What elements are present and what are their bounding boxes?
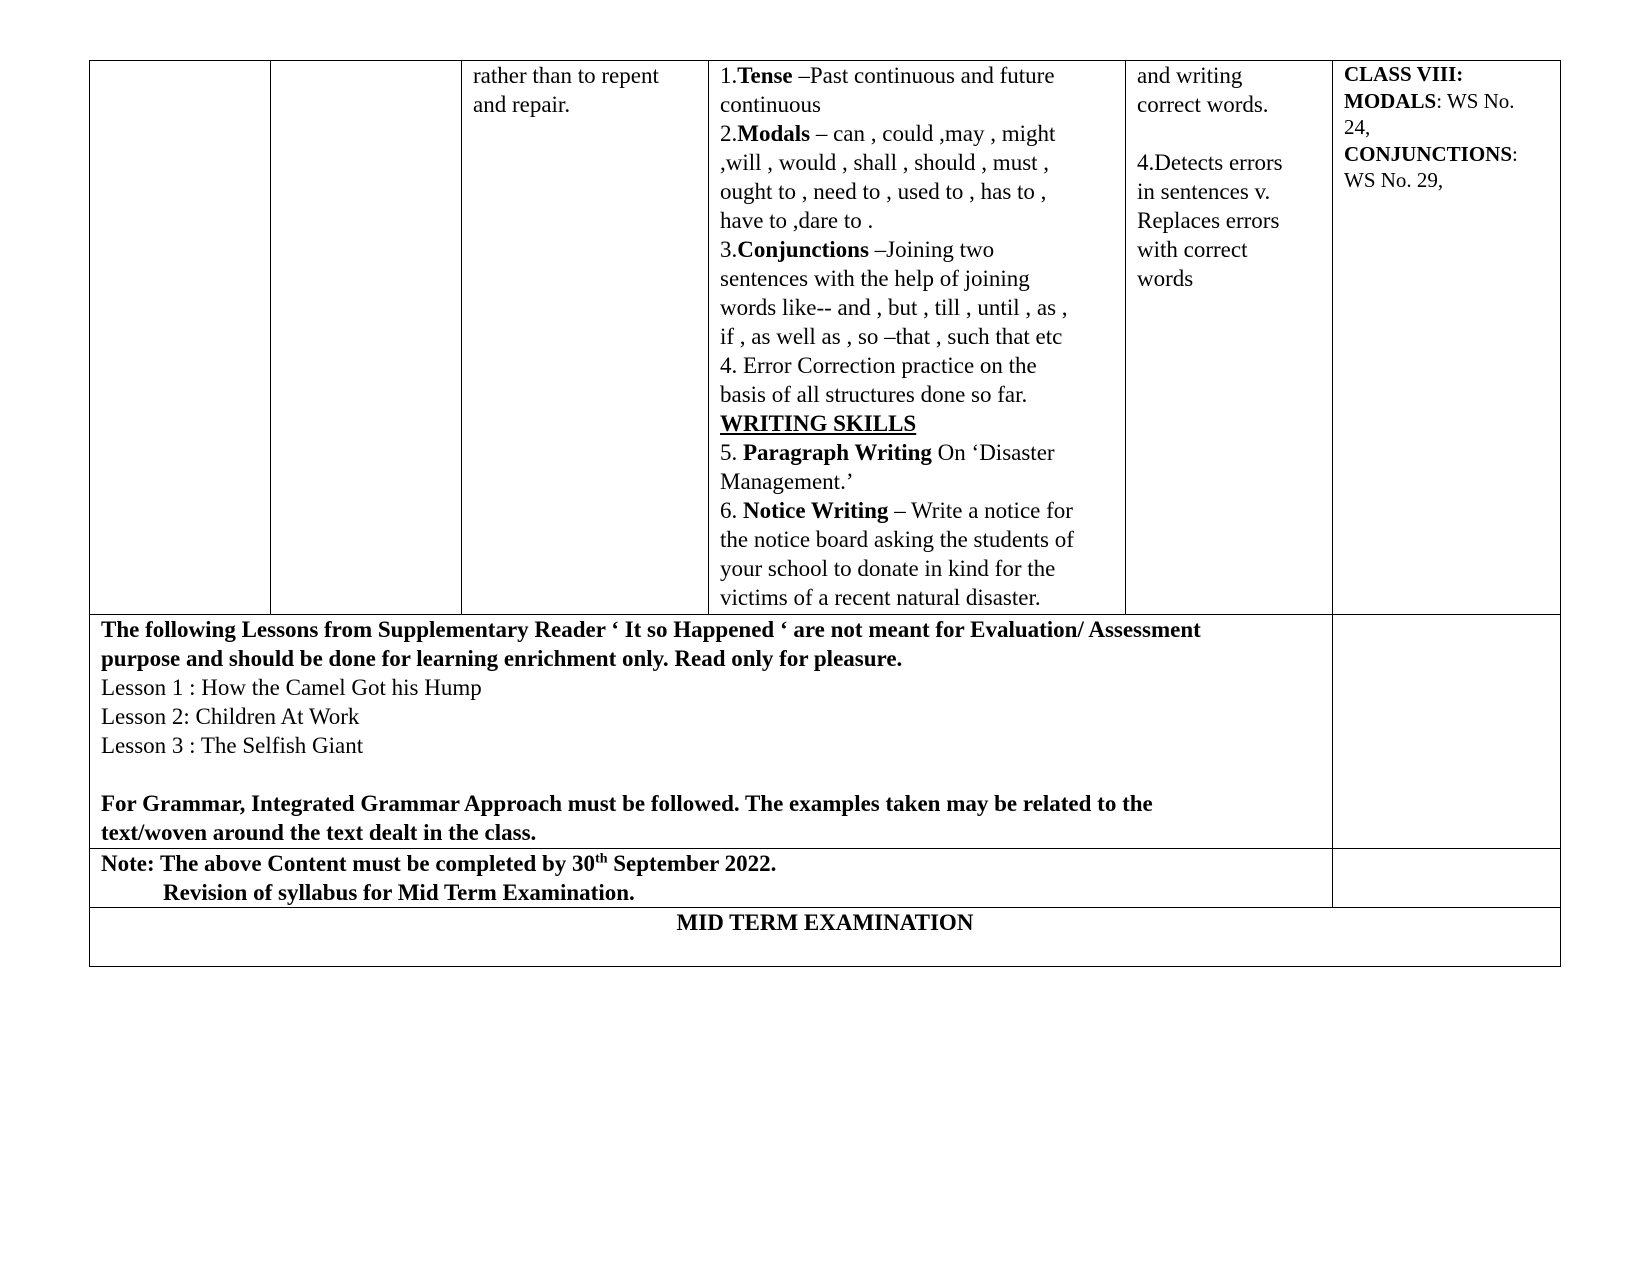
conjunctions-item-cont: words like-- and , but , till , until , as , — [720, 295, 1068, 320]
writing-skills-heading: WRITING SKILLS — [720, 411, 917, 436]
table-row — [90, 615, 1561, 849]
paragraph-writing-item-cont: Management.’ — [720, 469, 854, 494]
error-correction-item-cont: basis of all structures done so far. — [720, 382, 1028, 407]
error-correction-item: 4. Error Correction practice on the — [720, 353, 1037, 378]
syllabus-table — [89, 60, 1561, 967]
cell-learning-outcomes — [1126, 61, 1333, 615]
table-row — [90, 849, 1561, 908]
grammar-note: For Grammar, Integrated Grammar Approach must be followed. The examples taken may be related to the — [101, 791, 1153, 816]
outcome-line: correct words. — [1137, 92, 1269, 117]
modals-item: 2.Modals – can , could ,may , might — [720, 121, 1056, 146]
modals-worksheet: MODALS: WS No. — [1344, 88, 1515, 113]
outcome-line: and writing — [1137, 63, 1243, 88]
tense-item-cont: continuous — [720, 92, 821, 117]
values-line: and repair. — [473, 92, 571, 117]
outcome-line: words — [1137, 266, 1194, 291]
notice-writing-item-cont: your school to donate in kind for the — [720, 556, 1056, 581]
notice-writing-item-cont: victims of a recent natural disaster. — [720, 585, 1041, 610]
modals-item-cont: ,will , would , shall , should , must , — [720, 150, 1050, 175]
lesson-item: Lesson 2: Children At Work — [101, 704, 360, 729]
outcome-line: Replaces errors — [1137, 208, 1280, 233]
lesson-item: Lesson 1 : How the Camel Got his Hump — [101, 675, 482, 700]
modals-worksheet-cont: 24, — [1344, 115, 1371, 139]
conjunctions-worksheet-cont: WS No. 29, — [1344, 168, 1444, 192]
cell-supplementary-note — [90, 615, 1333, 849]
notice-writing-item: 6. Notice Writing – Write a notice for — [720, 498, 1073, 523]
conjunctions-item-cont: if , as well as , so –that , such that etc — [720, 324, 1063, 349]
outcome-line: in sentences v. — [1137, 179, 1271, 204]
class-label: CLASS VIII: — [1344, 62, 1464, 86]
completion-note: Note: The above Content must be completed by 30th September 2022. — [101, 851, 777, 876]
cell-values — [462, 61, 709, 615]
modals-item-cont: have to ,dare to . — [720, 208, 874, 233]
modals-item-cont: ought to , need to , used to , has to , — [720, 179, 1047, 204]
grammar-note-cont: text/woven around the text dealt in the class. — [101, 820, 537, 845]
cell-worksheets — [1333, 61, 1561, 615]
supplementary-heading: The following Lessons from Supplementary Reader ‘ It so Happened ‘ are not meant for Evaluation/ Assessment — [101, 617, 1201, 642]
cell-mid-term — [90, 908, 1561, 967]
cell-empty-3 — [1333, 615, 1561, 849]
conjunctions-worksheet: CONJUNCTIONS: — [1344, 141, 1518, 166]
paragraph-writing-item: 5. Paragraph Writing On ‘Disaster — [720, 440, 1055, 465]
cell-completion-note — [90, 849, 1333, 908]
lesson-item: Lesson 3 : The Selfish Giant — [101, 733, 364, 758]
tense-item: 1.Tense –Past continuous and future — [720, 63, 1055, 88]
cell-content — [709, 61, 1126, 615]
supplementary-heading-cont: purpose and should be done for learning enrichment only. Read only for pleasure. — [101, 646, 903, 671]
mid-term-title: MID TERM EXAMINATION — [676, 910, 974, 935]
cell-empty-4 — [1333, 849, 1561, 908]
outcome-line: with correct — [1137, 237, 1248, 262]
cell-empty-2 — [271, 61, 462, 615]
notice-writing-item-cont: the notice board asking the students of — [720, 527, 1074, 552]
table-row — [90, 61, 1561, 615]
conjunctions-item-cont: sentences with the help of joining — [720, 266, 1030, 291]
cell-empty-1 — [90, 61, 271, 615]
values-line: rather than to repent — [473, 63, 659, 88]
conjunctions-item: 3.Conjunctions –Joining two — [720, 237, 995, 262]
table-row — [90, 908, 1561, 967]
revision-note: Revision of syllabus for Mid Term Examination. — [163, 880, 635, 905]
outcome-line: 4.Detects errors — [1137, 150, 1283, 175]
